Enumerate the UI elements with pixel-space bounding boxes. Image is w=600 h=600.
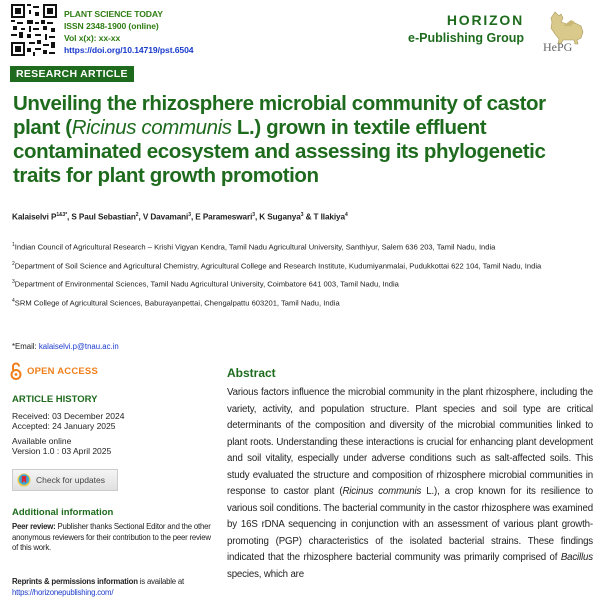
- affiliation-list: [12, 240, 590, 314]
- open-access-label: OPEN ACCESS: [27, 365, 99, 377]
- author-affiliation-mark: 2: [135, 212, 139, 218]
- abstract-heading: Abstract: [227, 366, 276, 380]
- affiliation-item: [12, 259, 590, 272]
- author: & T Ilakiya: [303, 212, 345, 222]
- qr-code-icon: [11, 4, 57, 56]
- author: , S Paul Sebastian: [67, 212, 136, 222]
- author-affiliation-mark: 3: [252, 212, 255, 218]
- affiliation-item: [12, 296, 590, 309]
- author-affiliation-mark: 4: [344, 212, 348, 218]
- affiliation-number: 3: [12, 279, 15, 286]
- author-list: [12, 212, 348, 222]
- article-history: [12, 411, 124, 456]
- title-species: Ricinus communis: [71, 116, 232, 139]
- crossmark-icon: [17, 473, 31, 487]
- abstract-text: species, which are: [227, 568, 304, 580]
- reprints-label: Reprints & permissions information: [12, 577, 138, 586]
- journal-name: PLANT SCIENCE TODAY: [64, 9, 163, 19]
- title-part2: L.) grown in textile effluent contaminated ecosystem and assessing its phylogenetic traits for plant growth promotion: [13, 116, 546, 187]
- affiliation-item: [12, 240, 590, 253]
- author: , E Parameswari: [190, 212, 253, 222]
- author-affiliation-mark: 3: [300, 212, 304, 218]
- publisher-name: [408, 12, 524, 47]
- email-label: *Email:: [12, 342, 39, 351]
- author: , K Suganya: [254, 212, 301, 222]
- open-access-badge: [10, 362, 98, 380]
- abstract-species: Ricinus communis: [342, 486, 422, 497]
- journal-issn: ISSN 2348-1900 (online): [64, 21, 159, 31]
- peer-review-note: [12, 522, 212, 554]
- check-for-updates-button[interactable]: [12, 469, 118, 491]
- abstract-body: [227, 385, 593, 583]
- reprints-link[interactable]: https://horizonepublishing.com/: [12, 587, 114, 597]
- peer-review-label: Peer review:: [12, 522, 56, 531]
- accepted-date: Accepted: 24 January 2025: [12, 421, 116, 431]
- publisher-line1: HORIZON: [446, 12, 524, 28]
- available-online: Available online: [12, 436, 72, 446]
- check-for-updates-label: Check for updates: [36, 475, 105, 485]
- journal-volume: Vol x(x): xx-xx: [64, 33, 121, 43]
- peer-review-text: Publisher thanks Sectional Editor and the other anonymous reviewers for their contribution to the peer review of this work.: [12, 522, 211, 552]
- article-history-heading: ARTICLE HISTORY: [12, 394, 98, 405]
- reprints-note: [12, 577, 212, 598]
- article-title: [13, 92, 593, 188]
- abstract-text: Various factors influence the microbial community in the plant rhizosphere, including the variety, activity, and population structure. Plant species and soil type are critical determinants of the composition and diversity of the microbial communities linked to plant roots. Understanding these interactions is crucial for enhancing plant development and soil vitality, especially under adverse conditions such as salt-affected soils. This study evaluated the structure and composition of rhizosphere microbial communities in response to castor plant (: [227, 387, 593, 497]
- abstract-text: L.), a crop known for its resilience to various soil conditions. The bacterial community in the castor rhizosphere was examined by 16S rDNA sequencing in conjunction with an assessment of various plant growth-promoting (PGP) characteristics of the isolated bacterial strains. These findings indicated that the rhizosphere bacterial community was primarily comprised of: [227, 486, 593, 563]
- affiliation-number: 4: [12, 297, 15, 304]
- abstract-genus: Bacillus: [560, 552, 593, 563]
- doi-link[interactable]: https://doi.org/10.14719/pst.6504: [64, 45, 194, 55]
- received-date: Received: 03 December 2024: [12, 411, 125, 421]
- author: , V Davamani: [138, 212, 189, 222]
- journal-info: [64, 8, 193, 56]
- affiliation-item: [12, 277, 590, 290]
- affiliation-number: 2: [12, 260, 15, 267]
- affiliation-text: SRM College of Agricultural Sciences, Baburayanpettai, Chengalpattu 603201, Tamil Nadu, India: [14, 298, 340, 308]
- affiliation-text: Department of Environmental Sciences, Tamil Nadu Agricultural University, Coimbatore 641 003, Tamil Nadu, India: [14, 279, 399, 289]
- publisher-logo-text: HePG: [543, 40, 573, 54]
- corresponding-email: [12, 342, 119, 351]
- email-link[interactable]: kalaiselvi.p@tnau.ac.in: [38, 342, 119, 351]
- version-date: Version 1.0 : 03 April 2025: [12, 446, 112, 456]
- author-affiliation-mark: 1&3*: [56, 212, 68, 218]
- title-part1: Unveiling the rhizosphere microbial community of castor plant (: [13, 92, 546, 139]
- publisher-line2: e-Publishing Group: [408, 31, 524, 45]
- author-affiliation-mark: 3: [188, 212, 191, 218]
- article-type-badge: RESEARCH ARTICLE: [10, 66, 134, 82]
- affiliation-text: Department of Soil Science and Agricultural Chemistry, Agricultural College and Research Institute, Kudumiyanmalai, Pudukkottai 622 104, Tamil Nadu, India: [14, 261, 542, 271]
- affiliation-text: Indian Council of Agricultural Research – Krishi Vigyan Kendra, Tamil Nadu Agricultural University, Santhiyur, Salem 636 203, Tamil Nadu, India: [14, 242, 496, 252]
- affiliation-number: 1: [12, 242, 15, 248]
- additional-info-heading: Additional information: [12, 507, 114, 518]
- author: Kalaiselvi P: [12, 212, 57, 222]
- reprints-text: is available at: [137, 577, 184, 586]
- open-lock-icon: [10, 362, 22, 380]
